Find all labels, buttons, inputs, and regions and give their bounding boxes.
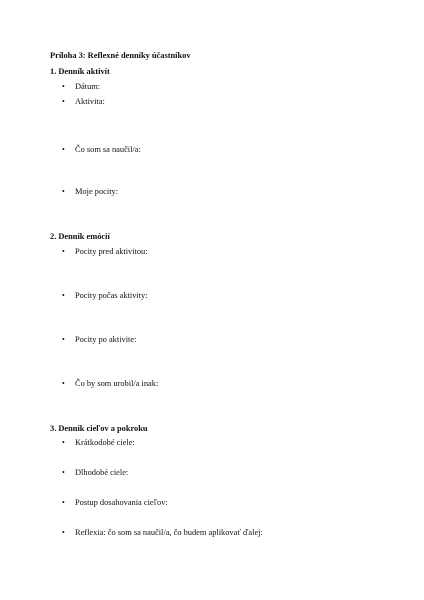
list-item: [62, 378, 158, 389]
list-item-label: Dlhodobé ciele:: [75, 468, 129, 477]
list-item-label: Čo som sa naučil/a:: [75, 145, 141, 154]
bullet-icon: •: [62, 145, 65, 154]
list-item-label: Aktivita:: [75, 97, 105, 106]
list-item: [62, 246, 148, 257]
list-item: [62, 96, 105, 107]
list-item-label: Reflexia: čo som sa naučil/a, čo budem aplikovať ďalej:: [75, 528, 263, 537]
bullet-icon: •: [62, 379, 65, 388]
section-heading-emotions: 2. Denník emócií: [50, 232, 110, 241]
bullet-icon: •: [62, 247, 65, 256]
bullet-icon: •: [62, 335, 65, 344]
list-item-label: Krátkodobé ciele:: [75, 438, 135, 447]
bullet-icon: •: [62, 97, 65, 106]
bullet-icon: •: [62, 528, 65, 537]
list-item-label: Pocity pred aktivitou:: [75, 247, 148, 256]
list-item: [62, 437, 135, 448]
list-item: [62, 144, 141, 155]
list-item: [62, 497, 168, 508]
list-item: [62, 527, 263, 538]
list-item: [62, 334, 136, 345]
bullet-icon: •: [62, 438, 65, 447]
list-item-label: Moje pocity:: [75, 187, 119, 196]
list-item-label: Pocity po aktivite:: [75, 335, 137, 344]
section-heading-activities: 1. Denník aktivít: [50, 67, 110, 76]
bullet-icon: •: [62, 291, 65, 300]
list-item: [62, 290, 148, 301]
bullet-icon: •: [62, 498, 65, 507]
list-item-label: Pocity počas aktivity:: [75, 291, 148, 300]
list-item-label: Postup dosahovania cieľov:: [75, 498, 168, 507]
bullet-icon: •: [62, 468, 65, 477]
appendix-title: Príloha 3: Reflexné denníky účastníkov: [50, 51, 191, 60]
bullet-icon: •: [62, 82, 65, 91]
section-heading-goals: 3. Denník cieľov a pokroku: [50, 424, 148, 433]
list-item-label: Čo by som urobil/a inak:: [75, 379, 159, 388]
list-item: [62, 467, 128, 478]
list-item: [62, 186, 118, 197]
bullet-icon: •: [62, 187, 65, 196]
list-item: [62, 81, 100, 92]
list-item-label: Dátum:: [75, 82, 101, 91]
